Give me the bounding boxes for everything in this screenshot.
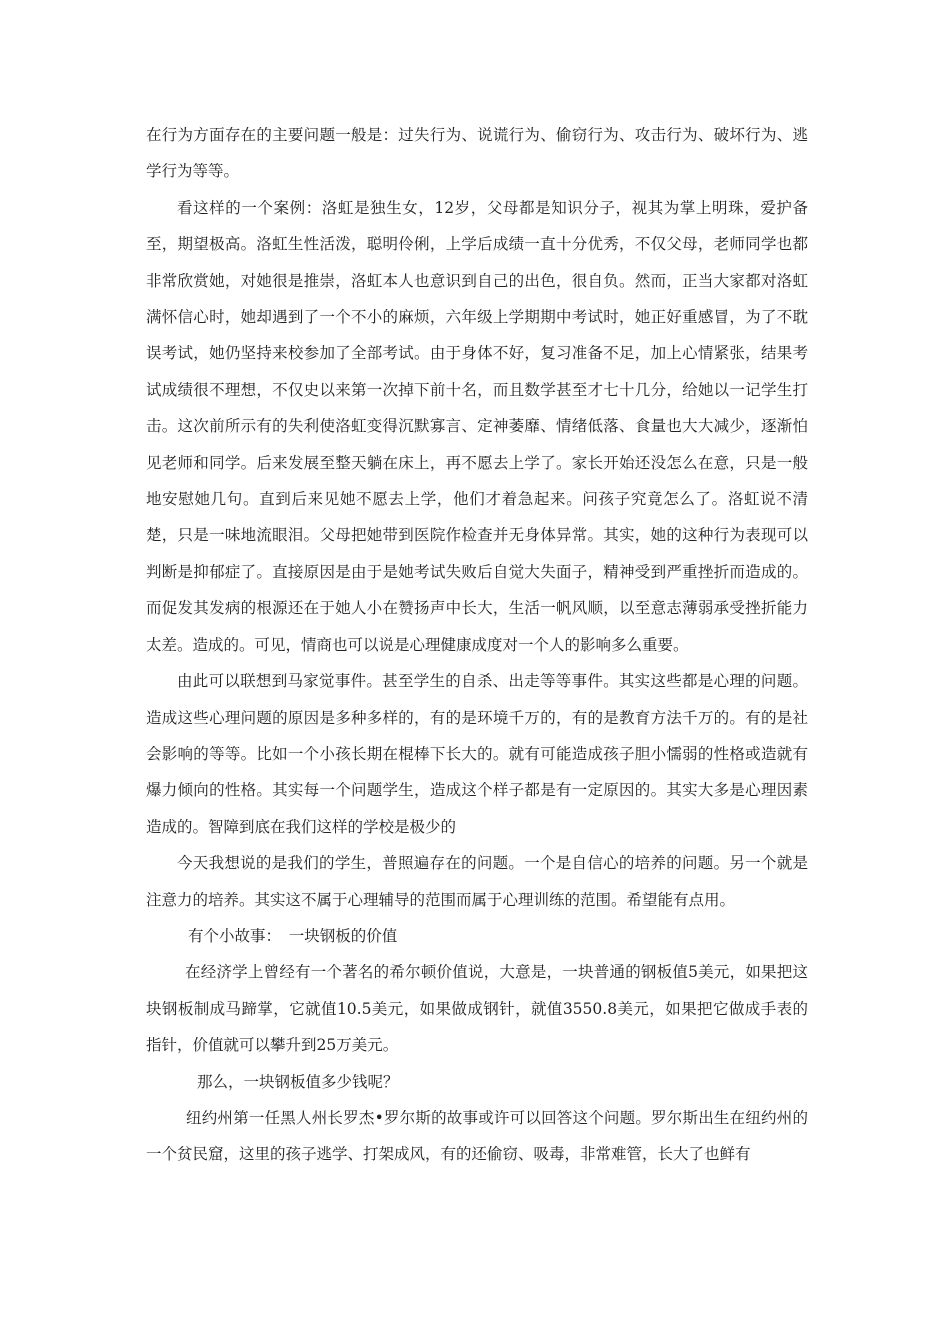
paragraph-common-problems: 今天我想说的是我们的学生，普照遍存在的问题。一个是自信心的培养的问题。另一个就是注意力的培养。其实这不属于心理辅导的范围而属于心理训练的范围。希望能有点用。: [146, 854, 808, 909]
paragraph-roger-rolls: 纽约州第一任黑人州长罗杰•罗尔斯的故事或许可以回答这个问题。罗尔斯出生在纽约州的一个贫民窟，这里的孩子逃学、打架成风，有的还偷窃、吸毒，非常难管，长大了也鲜有: [146, 1108, 808, 1164]
paragraph-psychological-issues: 由此可以联想到马家觉事件。甚至学生的自杀、出走等等事件。其实这些都是心理的问题。造成这些心理问题的原因是多种多样的，有的是环境千万的，有的是教育方法千万的。有的是社会影响的等等。比如一个小孩长期在棍棒下长大的。就有可能造成孩子胆小懦弱的性格或造就有爆力倾向的性格。其实每一个问题学生，造成这个样子都是有一定原因的。其实大多是心理因素造成的。智障到底在我们这样的学校是极少的: [146, 672, 808, 836]
paragraph-steel-value: 在经济学上曾经有一个著名的希尔顿价值说，大意是，一块普通的钢板值5美元，如果把这块钢板制成马蹄掌，它就值10.5美元，如果做成钢针，就值3550.8美元，如果把它做成手表的指针，价值就可以攀升到25万美元。: [146, 963, 808, 1055]
paragraph-case-study: 看这样的一个案例：洛虹是独生女，12岁，父母都是知识分子，视其为掌上明珠，爱护备至，期望极高。洛虹生性活泼，聪明伶俐，上学后成绩一直十分优秀，不仅父母，老师同学也都非常欣赏她，对她很是推崇，洛虹本人也意识到自己的出色，很自负。然而，正当大家都对洛虹满怀信心时，她却遇到了一个不小的麻烦，六年级上学期期中考试时，她正好重感冒，为了不耽误考试，她仍坚持来校参加了全部考试。由于身体不好，复习准备不足，加上心情紧张，结果考试成绩很不理想，不仅史以来第一次掉下前十名，而且数学甚至才七十几分，给她以一记学生打击。这次前所示有的失利使洛虹变得沉默寡言、定神萎靡、情绪低落、食量也大大减少，逐渐怕见老师和同学。后来发展至整天躺在床上，再不愿去上学了。家长开始还没怎么在意，只是一般地安慰她几句。直到后来见她不愿去上学，他们才着急起来。问孩子究竟怎么了。洛虹说不清楚，只是一味地流眼泪。父母把她带到医院作检查并无身体异常。其实，她的这种行为表现可以判断是抑郁症了。直接原因是由于是她考试失败后自觉大失面子，精神受到严重挫折而造成的。而促发其发病的根源还在于她人小在赞扬声中长大，生活一帆风顺，以至意志薄弱承受挫折能力太差。造成的。可见，情商也可以说是心理健康成度对一个人的影响多么重要。: [146, 198, 808, 654]
story-title: 有个小故事： 一块钢板的价值: [188, 926, 398, 945]
document-body: [146, 117, 808, 1173]
paragraph-behavior-problems: 在行为方面存在的主要问题一般是：过失行为、说谎行为、偷窃行为、攻击行为、破坏行为、逃学行为等等。: [146, 126, 808, 181]
paragraph-question: 那么，一块钢板值多少钱呢？: [197, 1072, 399, 1091]
